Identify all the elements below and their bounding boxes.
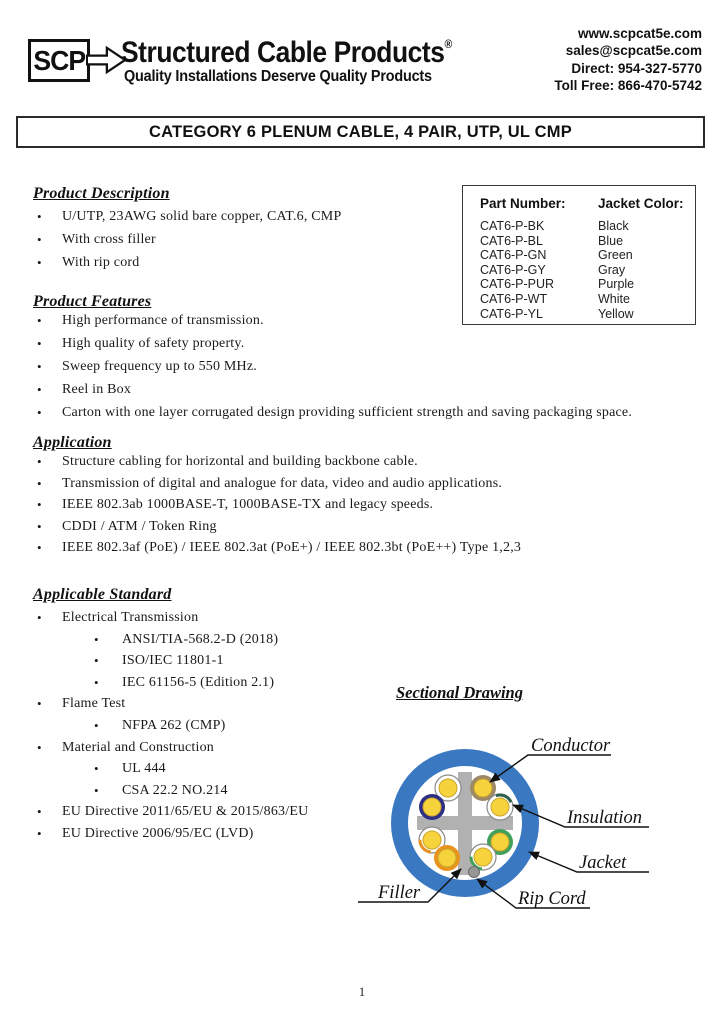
label-insulation: Insulation	[567, 808, 643, 828]
list-item: • EU Directive 2006/95/EC (LVD)	[33, 824, 707, 843]
list-item: • High quality of safety property.	[33, 334, 707, 353]
section-heading-applicable-standard: Applicable Standard	[33, 586, 172, 603]
conductor-dot	[423, 831, 441, 849]
jacket-color-cell: White	[598, 291, 630, 306]
part-number-cell: CAT6-P-WT	[480, 291, 548, 306]
document-title: CATEGORY 6 PLENUM CABLE, 4 PAIR, UTP, UL CMP	[16, 116, 705, 148]
list-item: • U/UTP, 23AWG solid bare copper, CAT.6, CMP	[33, 207, 707, 226]
list-item: • Material and Construction	[33, 738, 707, 757]
part-number-cell: CAT6-P-PUR	[480, 277, 555, 292]
list-item: • CSA 22.2 NO.214	[33, 781, 707, 800]
section-heading-product-features: Product Features	[33, 293, 152, 310]
jacket-color-cell: Purple	[598, 277, 635, 292]
list-item: • ANSI/TIA-568.2-D (2018)	[33, 630, 707, 649]
list-item: • NFPA 262 (CMP)	[33, 716, 707, 735]
table-row	[463, 234, 695, 249]
brand-name	[121, 36, 452, 70]
logo-scp-text: SCP	[33, 44, 85, 76]
list-item: • ISO/IEC 11801-1	[33, 651, 707, 670]
product-features-list	[33, 311, 707, 422]
contact-tollfree-phone: Toll Free: 866-470-5742	[554, 77, 702, 93]
contact-direct-phone: Direct: 954-327-5770	[571, 60, 702, 76]
part-table-header	[463, 186, 695, 219]
list-item: • High performance of transmission.	[33, 311, 707, 330]
list-item: • Carton with one layer corrugated design providing sufficient strength and saving packaging space.	[33, 403, 707, 422]
list-item: • CDDI / ATM / Token Ring	[33, 517, 707, 536]
jacket-color-cell: Gray	[598, 262, 626, 277]
label-jacket: Jacket	[579, 853, 627, 873]
conductor-dot	[491, 798, 509, 816]
section-heading-sectional-drawing: Sectional Drawing	[396, 683, 523, 702]
list-item: • With rip cord	[33, 253, 707, 272]
part-number-cell: CAT6-P-GY	[480, 262, 546, 277]
registered-mark: ®	[444, 37, 452, 51]
logo-arrow-icon	[86, 43, 126, 77]
list-item: • UL 444	[33, 759, 707, 778]
application-list	[33, 452, 707, 557]
section-heading-product-description: Product Description	[33, 185, 170, 202]
conductor-dot	[438, 849, 456, 867]
jacket-color-cell: Green	[598, 248, 633, 263]
table-row	[463, 219, 695, 234]
table-row	[463, 307, 695, 322]
conductor-dot	[474, 779, 492, 797]
jacket-color-cell: Black	[598, 219, 629, 233]
list-item: • Structure cabling for horizontal and building backbone cable.	[33, 452, 707, 471]
section-heading-application: Application	[33, 434, 112, 451]
label-rip-cord: Rip Cord	[518, 889, 586, 909]
part-number-cell: CAT6-P-BL	[480, 233, 543, 248]
page-number: 1	[358, 985, 366, 999]
conductor-dot	[491, 833, 509, 851]
list-item: • Transmission of digital and analogue for data, video and audio applications.	[33, 474, 707, 493]
part-number-table	[462, 185, 696, 325]
list-item: • Electrical Transmission	[33, 608, 707, 627]
part-number-cell: CAT6-P-YL	[480, 306, 543, 321]
jacket-color-cell: Yellow	[598, 306, 634, 321]
list-item: • EU Directive 2011/65/EU & 2015/863/EU	[33, 802, 707, 821]
jacket-color-cell: Blue	[598, 233, 624, 248]
conductor-dot	[474, 848, 492, 866]
list-item: • Flame Test	[33, 694, 707, 713]
list-item: • Sweep frequency up to 550 MHz.	[33, 357, 707, 376]
brand-name-text: Structured Cable Products	[121, 36, 445, 69]
contact-email: sales@scpcat5e.com	[565, 43, 702, 59]
part-number-cell: CAT6-P-BK	[480, 219, 545, 233]
cable-cross-section-diagram	[335, 730, 720, 920]
rip-cord-dot	[469, 867, 480, 878]
list-item: • IEEE 802.3af (PoE) / IEEE 802.3at (PoE+) / IEEE 802.3bt (PoE++) Type 1,2,3	[33, 538, 707, 557]
brand-tagline: Quality Installations Deserve Quality Products	[124, 68, 432, 85]
list-item: • IEC 61156-5 (Edition 2.1)	[33, 673, 707, 692]
part-number-cell: CAT6-P-GN	[480, 248, 547, 263]
conductor-dot	[423, 798, 441, 816]
table-row	[463, 292, 695, 307]
jacket-color-column-header: Jacket Color:	[598, 196, 684, 211]
label-conductor: Conductor	[531, 736, 611, 756]
part-number-column-header: Part Number:	[480, 196, 566, 211]
table-row	[463, 248, 695, 263]
contact-website: www.scpcat5e.com	[577, 26, 702, 41]
list-item: • With cross filler	[33, 230, 707, 249]
label-filler: Filler	[378, 883, 421, 903]
table-row	[463, 263, 695, 278]
table-row	[463, 277, 695, 292]
list-item: • IEEE 802.3ab 1000BASE-T, 1000BASE-TX and legacy speeds.	[33, 495, 707, 514]
conductor-dot	[439, 779, 457, 797]
logo-scp-box	[28, 39, 90, 82]
list-item: • Reel in Box	[33, 380, 707, 399]
contact-block	[554, 25, 702, 94]
